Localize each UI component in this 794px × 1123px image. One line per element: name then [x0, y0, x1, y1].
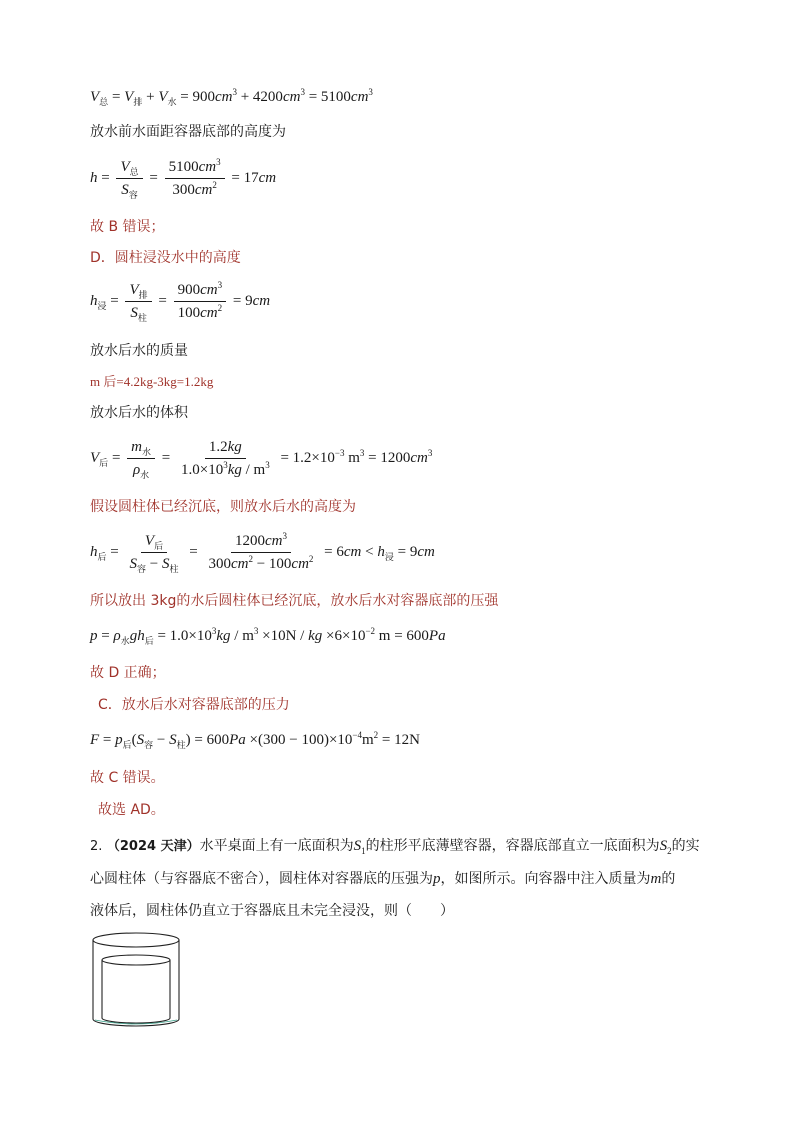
question-text-2: 的柱形平底薄壁容器，容器底部直立一底面积为 — [365, 838, 660, 854]
formula-pressure: $p = \rho_水gh_后 = 1.0\times 10^3kg / m^3 \times 10N$ / kg $\times 6\times 10^{-2}$ m = 600Pa — [90, 626, 446, 646]
question-2 — [90, 830, 710, 927]
text-choose-ad: 故选 AD。 — [98, 802, 165, 818]
text-volume-after: 放水后水的体积 — [90, 405, 188, 421]
question-2-line-2 — [90, 863, 710, 895]
formula-force: $F = p_后(S_容 - S_柱) = 600Pa \times(300 - 100)\times 10^{-4}m^2 = 12N$ — [90, 730, 420, 750]
text-mass-after: 放水后水的质量 — [90, 343, 188, 359]
container-rim — [93, 933, 179, 947]
question-text-line2: 心圆柱体（与容器底不密合），圆柱体对容器底的压强为 — [90, 871, 433, 887]
text-d-correct: 故 D 正确； — [90, 665, 166, 681]
text-c-heading: C．放水后水对容器底部的压力 — [98, 697, 290, 713]
question-text-line2c: 的 — [661, 871, 676, 887]
question-text-1: 水平桌面上有一底面积为 — [199, 838, 354, 854]
text-height-before: 放水前水面距容器底部的高度为 — [90, 124, 286, 140]
text-so-released: 所以放出 3kg的水后圆柱体已经沉底，放水后水对容器底部的压强 — [90, 593, 499, 609]
question-2-line-3: 液体后，圆柱体仍直立于容器底且未完全浸没，则（ ） — [90, 903, 454, 919]
cylinder-container-figure — [90, 930, 182, 1036]
formula-height-after: $h_后$ = $\frac{V_后}{S_容 - S_柱}$ = $\frac{1200cm^3}{300cm^2 - 100cm^2}$ = $6cm < h_浸 = 9cm$ — [90, 531, 435, 574]
formula-volume-after: $V_后$ = $\frac{m_水}{\rho_水}$ = $\frac{1.2kg}{1.0\times 10^3kg / m^3}$ = $1.2\times 10^{-3}$ $m^3 = 1200cm^3$ — [90, 439, 433, 480]
formula-height-before: h = $\frac{V_总}{S_容}$ = $\frac{5100cm^3}{300cm^2}$ = 17cm — [90, 157, 277, 200]
symbol-s2: $S_2$ — [659, 838, 672, 856]
text-d-heading: D．圆柱浸没水中的高度 — [90, 250, 241, 266]
question-text-line2b: ，如图所示。向容器中注入质量为 — [440, 871, 651, 887]
container-diagram — [90, 930, 182, 1032]
text-assume-sunk: 假设圆柱体已经沉底，则放水后水的高度为 — [90, 499, 356, 515]
question-source: （2024 天津） — [106, 839, 200, 854]
symbol-m: m — [650, 871, 662, 887]
symbol-s1: $S_1$ — [353, 838, 366, 856]
formula-total-volume: $V_总 = V_排 + V_水 = 900cm^3 + 4200cm^3 = 5100cm^3$ — [90, 87, 373, 107]
text-b-wrong: 故 B 错误； — [90, 219, 165, 235]
cylinder-top — [102, 955, 170, 965]
question-text-3: 的实 — [671, 838, 700, 854]
text-c-wrong: 故 C 错误。 — [90, 770, 165, 786]
question-2-line-1 — [90, 830, 710, 863]
formula-mass-after: m 后=4.2kg-3kg=1.2kg — [90, 374, 214, 389]
symbol-p: p — [433, 871, 441, 887]
formula-immersed-height: $h_浸$ = $\frac{V_排}{S_柱}$ = $\frac{900cm^3}{100cm^2}$ = 9cm — [90, 280, 271, 323]
question-number: 2. — [90, 839, 103, 854]
